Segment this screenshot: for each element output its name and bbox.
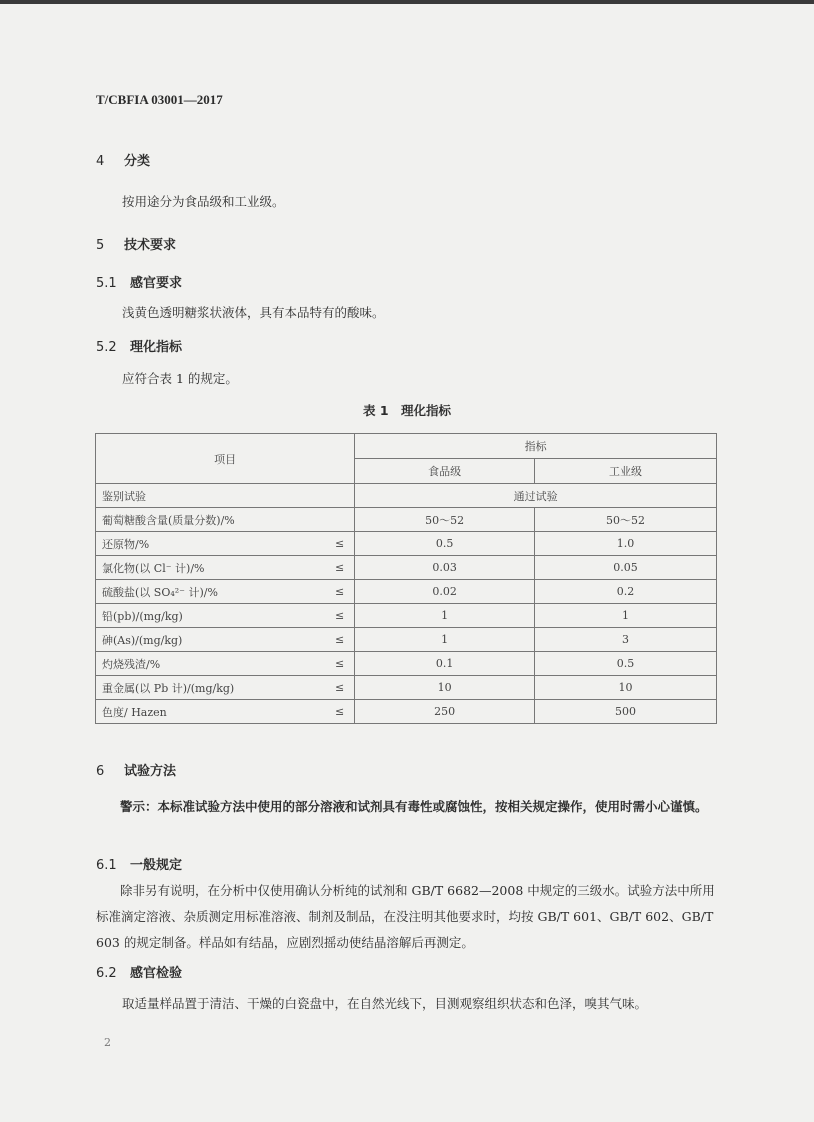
- header-index: 指标: [355, 434, 717, 459]
- warning-paragraph: 警示：本标准试验方法中使用的部分溶液和试剂具有毒性或腐蚀性，按相关规定操作，使用时需小心谨慎。: [120, 799, 708, 814]
- header-industrial: 工业级: [535, 459, 717, 484]
- row-industrial: 0.5: [535, 652, 717, 676]
- standard-code: T/CBFIA 03001—2017: [96, 92, 223, 107]
- row-food: 0.03: [355, 556, 535, 580]
- row-leq: ≤: [324, 700, 354, 724]
- row-leq: ≤: [324, 604, 354, 628]
- row-industrial: 3: [535, 628, 717, 652]
- header-food: 食品级: [355, 459, 535, 484]
- section-6-1-heading: 6.1 一般规定: [96, 858, 183, 873]
- row-food: 250: [355, 700, 535, 724]
- table-row: [96, 580, 717, 604]
- row-industrial: 1.0: [535, 532, 717, 556]
- table-row: [96, 484, 717, 508]
- row-leq: ≤: [324, 556, 354, 580]
- page-number: 2: [104, 1036, 111, 1049]
- row-leq: ≤: [324, 652, 354, 676]
- row-leq: ≤: [324, 628, 354, 652]
- section-5-1-heading: 5.1 感官要求: [96, 276, 183, 291]
- table-row: [96, 604, 717, 628]
- header-item: 项目: [96, 434, 355, 484]
- row-item: 鉴别试验: [96, 484, 355, 508]
- row-industrial: 1: [535, 604, 717, 628]
- table-caption: 表 1 理化指标: [362, 403, 452, 418]
- row-item: 铅(pb)/(mg/kg): [96, 604, 325, 628]
- row-food: 0.5: [355, 532, 535, 556]
- table-row: [96, 508, 717, 532]
- row-leq: ≤: [324, 580, 354, 604]
- row-industrial: 0.05: [535, 556, 717, 580]
- row-food: 50～52: [355, 508, 535, 532]
- row-industrial: 10: [535, 676, 717, 700]
- row-item: 重金属(以 Pb 计)/(mg/kg): [96, 676, 325, 700]
- section-5-2-heading: 5.2 理化指标: [96, 340, 183, 355]
- row-industrial: 0.2: [535, 580, 717, 604]
- table-row: [96, 532, 717, 556]
- row-item: 砷(As)/(mg/kg): [96, 628, 325, 652]
- table-row: [96, 700, 717, 724]
- scan-top-edge: [0, 0, 814, 4]
- row-leq: ≤: [324, 532, 354, 556]
- classification-paragraph: 按用途分为食品级和工业级。: [122, 194, 285, 209]
- row-item: 硫酸盐(以 SO₄²⁻ 计)/%: [96, 580, 325, 604]
- section-4-heading: 4 分类: [96, 154, 151, 169]
- section-6-heading: 6 试验方法: [96, 764, 177, 779]
- row-industrial: 500: [535, 700, 717, 724]
- table-row: [96, 628, 717, 652]
- row-food: 10: [355, 676, 535, 700]
- row-food: 0.02: [355, 580, 535, 604]
- row-leq: ≤: [324, 676, 354, 700]
- row-food: 1: [355, 604, 535, 628]
- row-food: 1: [355, 628, 535, 652]
- row-item: 葡萄糖酸含量(质量分数)/%: [96, 508, 355, 532]
- physchem-table: [95, 433, 717, 724]
- physchem-requirement-paragraph: 应符合表 1 的规定。: [122, 371, 238, 386]
- row-item: 氯化物(以 Cl⁻ 计)/%: [96, 556, 325, 580]
- section-5-heading: 5 技术要求: [96, 238, 177, 253]
- row-industrial: 50～52: [535, 508, 717, 532]
- table-row: [96, 556, 717, 580]
- table-row: [96, 652, 717, 676]
- row-item: 灼烧残渣/%: [96, 652, 325, 676]
- general-provisions-paragraph: 除非另有说明，在分析中仅使用确认分析纯的试剂和 GB/T 6682—2008 中规定的三级水。试验方法中所用标准滴定溶液、杂质测定用标准溶液、制剂及制品，在没注明其他要求时，均按 GB/T 601、GB/T 602、GB/T 603 的规定制备。样品如有结晶，应剧烈摇动使结晶溶解后再测定。: [96, 883, 715, 950]
- row-item: 色度/ Hazen: [96, 700, 325, 724]
- table-row: [96, 676, 717, 700]
- sensory-test-paragraph: 取适量样品置于清洁、干燥的白瓷盘中，在自然光线下，目测观察组织状态和色泽，嗅其气味。: [122, 996, 648, 1011]
- sensory-requirement-paragraph: 浅黄色透明糖浆状液体，具有本品特有的酸味。: [122, 305, 385, 320]
- row-item: 还原物/%: [96, 532, 325, 556]
- row-value-merged: 通过试验: [355, 484, 717, 508]
- row-food: 0.1: [355, 652, 535, 676]
- section-6-2-heading: 6.2 感官检验: [96, 966, 183, 981]
